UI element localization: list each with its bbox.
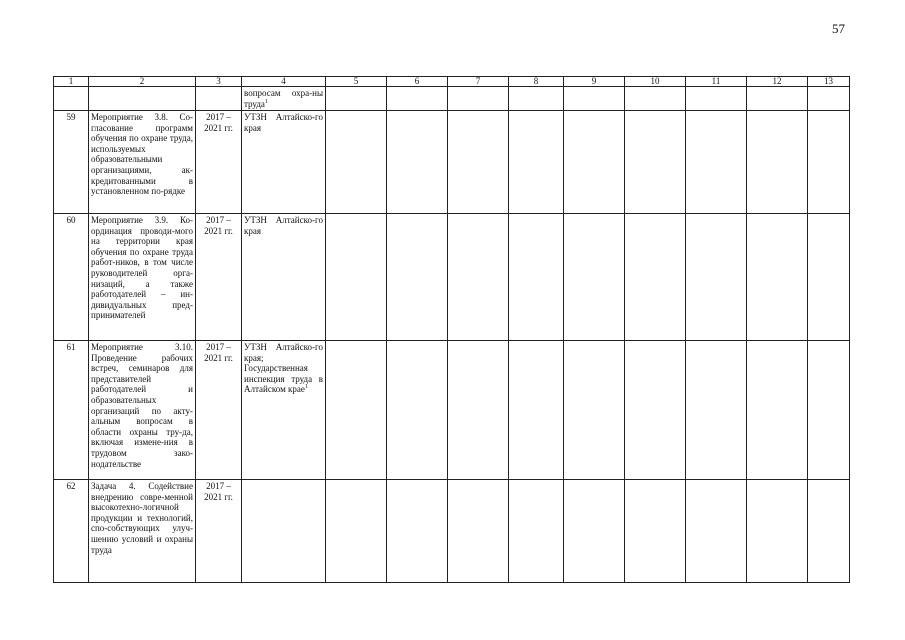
empty-cell [326,111,387,214]
header-cell: 5 [326,77,387,87]
program-table [53,76,850,583]
empty-cell [686,341,747,480]
term-cell: 2017 – 2021 гг. [196,341,242,480]
header-cell: 3 [196,77,242,87]
footnote-mark: 1 [264,98,268,105]
empty-cell [686,214,747,341]
empty-cell [625,87,686,111]
header-cell: 9 [564,77,625,87]
empty-cell [564,111,625,214]
executor-text: вопросам охра-ны труда [244,88,323,109]
empty-cell [808,87,850,111]
header-cell: 10 [625,77,686,87]
empty-cell [747,341,808,480]
footnote-mark: 1 [304,384,308,391]
empty-cell [625,341,686,480]
row-number-cell: 61 [54,341,89,480]
header-cell: 8 [509,77,564,87]
table-row [54,111,850,214]
header-cell: 6 [387,77,448,87]
empty-cell [747,111,808,214]
empty-cell [509,111,564,214]
executor-cell [242,111,326,214]
activity-cell [89,87,196,111]
executor-cell [242,480,326,583]
empty-cell [808,214,850,341]
column-number-header [54,77,850,87]
activity-cell: Мероприятие 3.8. Со-гласование программ обучения по охране труда, используемых образовательными организациями, ак-кредитованными в установленном по-рядке [89,111,196,214]
empty-cell [326,341,387,480]
empty-cell [686,87,747,111]
executor-cell [242,341,326,480]
empty-cell [564,214,625,341]
empty-cell [747,480,808,583]
empty-cell [564,480,625,583]
header-cell: 13 [808,77,850,87]
term-cell: 2017 – 2021 гг. [196,480,242,583]
empty-cell [387,214,448,341]
executor-text: УТЗН Алтайско-го края [244,215,323,236]
empty-cell [387,111,448,214]
term-cell: 2017 – 2021 гг. [196,214,242,341]
empty-cell [387,341,448,480]
table-row [54,341,850,480]
row-number-cell: 60 [54,214,89,341]
header-cell: 1 [54,77,89,87]
empty-cell [509,214,564,341]
empty-cell [808,480,850,583]
empty-cell [747,214,808,341]
header-cell: 4 [242,77,326,87]
empty-cell [448,87,509,111]
empty-cell [686,111,747,214]
row-number-cell: 62 [54,480,89,583]
activity-cell: Задача 4. Содействие внедрению совре-менной высокотехно-логичной продукции и технологий, спо-собствующих улуч-шению условий и охраны труда [89,480,196,583]
empty-cell [448,341,509,480]
empty-cell [686,480,747,583]
empty-cell [625,480,686,583]
executor-cell [242,87,326,111]
empty-cell [509,341,564,480]
empty-cell [747,87,808,111]
executor-cell [242,214,326,341]
header-cell: 2 [89,77,196,87]
row-number-cell: 59 [54,111,89,214]
table-row [54,214,850,341]
header-cell: 12 [747,77,808,87]
row-number-cell [54,87,89,111]
empty-cell [509,480,564,583]
page-number: 57 [832,21,845,36]
empty-cell [326,214,387,341]
empty-cell [625,111,686,214]
empty-cell [326,87,387,111]
activity-cell: Мероприятие 3.9. Ко-ординация проводи-мого на территории края обучения по охране труда работ-ников, в том числе руководителей орга-низаций, а также работодателей – ин-дивидуальных пред-принимателей [89,214,196,341]
empty-cell [808,341,850,480]
executor-text: УТЗН Алтайско-го края [244,112,323,133]
table-row-continuation [54,87,850,111]
header-cell: 7 [448,77,509,87]
header-cell: 11 [686,77,747,87]
table-row [54,480,850,583]
executor-text: УТЗН Алтайско-го края; Государственная инспекция труда в Алтайском крае [244,342,323,395]
term-cell [196,87,242,111]
empty-cell [448,480,509,583]
empty-cell [564,341,625,480]
activity-cell: Мероприятие 3.10. Проведение рабочих встреч, семинаров для представителей работодателей и образовательных организаций по акту-альным вопросам в области охраны тру-да, включая измене-ния в трудовом зако-нодательстве [89,341,196,480]
empty-cell [387,480,448,583]
empty-cell [387,87,448,111]
empty-cell [564,87,625,111]
empty-cell [448,111,509,214]
empty-cell [808,111,850,214]
empty-cell [326,480,387,583]
empty-cell [509,87,564,111]
empty-cell [625,214,686,341]
empty-cell [448,214,509,341]
term-cell: 2017 – 2021 гг. [196,111,242,214]
